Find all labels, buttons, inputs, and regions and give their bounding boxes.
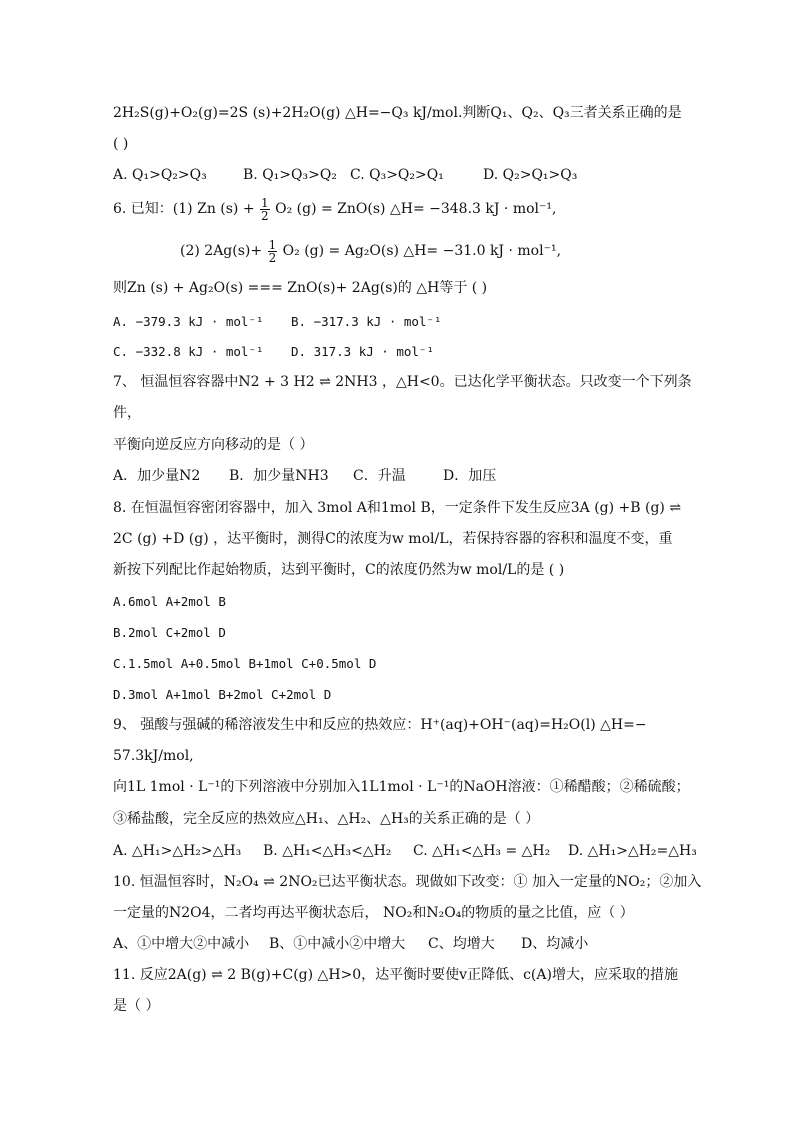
option-c[interactable]: C. −332.8 kJ · mol⁻¹ — [113, 344, 264, 359]
fraction-denominator: 2 — [261, 208, 269, 223]
fraction-half — [260, 197, 270, 222]
q10-line-1: 10. 恒温恒容时，N₂O₄ ⇌ 2NO₂已达平衡状态。现做如下改变：① 加入一定量的NO₂；②加入 — [113, 874, 702, 890]
q6-head: 6. 已知：(1) Zn (s) + — [113, 201, 255, 217]
option-d[interactable]: D. △H₁>△H₂=△H₃ — [568, 843, 697, 859]
fraction-numerator: 1 — [261, 195, 269, 210]
q6-reaction-2-head: (2) 2Ag(s)+ — [180, 243, 263, 259]
fraction-denominator: 2 — [268, 250, 277, 265]
q7-line-1: 7、 恒温恒容容器中N2 + 3 H2 ⇌ 2NH3 ，△H<0。已达化学平衡状态。只改变一个下列条 — [113, 374, 692, 390]
option-a[interactable]: A. −379.3 kJ · mol⁻¹ — [113, 314, 264, 329]
option-b[interactable]: B．加少量NH3 — [229, 468, 329, 484]
q5-answer-blank: ( ) — [113, 136, 129, 152]
option-d[interactable]: D.3mol A+1mol B+2mol C+2mol D — [113, 687, 332, 702]
q9-line-4: ③稀盐酸，完全反应的热效应△H₁、△H₂、△H₃的关系正确的是（ ） — [113, 811, 540, 827]
option-a[interactable]: A、①中增大②中减小 — [113, 936, 250, 952]
option-c[interactable]: C. Q₃>Q₂>Q₁ — [350, 167, 444, 183]
option-a[interactable]: A. Q₁>Q₂>Q₃ — [113, 167, 207, 183]
q6-reaction-2-tail: O₂ (g) = Ag₂O(s) △H= −31.0 kJ · mol⁻¹, — [282, 243, 562, 259]
option-b[interactable]: B. Q₁>Q₃>Q₂ — [243, 167, 337, 183]
fraction-half — [268, 239, 278, 264]
fraction-numerator: 1 — [268, 237, 277, 252]
option-b[interactable]: B.2mol C+2mol D — [113, 625, 226, 640]
option-a[interactable]: A．加少量N2 — [113, 468, 201, 484]
q9-line-2: 57.3kJ/mol, — [113, 748, 194, 764]
option-c[interactable]: C、均增大 — [428, 936, 495, 952]
q11-line-2: 是（ ） — [113, 998, 160, 1014]
q8-line-2: 2C (g) +D (g) ，达平衡时，测得C的浓度为w mol/L，若保持容器的容积和温度不变，重 — [113, 531, 673, 547]
q10-line-2: 一定量的N2O4，二者均再达平衡状态后， NO₂和N₂O₄的物质的量之比值，应（ ） — [113, 905, 634, 921]
option-c[interactable]: C．升温 — [353, 468, 406, 484]
q9-line-3: 向1L 1mol · L⁻¹的下列溶液中分别加入1L1mol · L⁻¹的NaOH溶液：①稀醋酸；②稀硫酸； — [113, 779, 690, 795]
q6-reaction-1-tail: O₂ (g) = ZnO(s) △H= −348.3 kJ · mol⁻¹, — [275, 201, 557, 217]
option-b[interactable]: B、①中减小②中增大 — [269, 936, 406, 952]
q7-line-2: 件， — [113, 405, 141, 421]
q6-question: 则Zn (s) + Ag₂O(s) === ZnO(s)+ 2Ag(s)的 △H等于 ( ) — [113, 280, 488, 296]
q7-line-3: 平衡向逆反应方向移动的是（ ） — [113, 437, 314, 453]
option-a[interactable]: A.6mol A+2mol B — [113, 594, 226, 609]
q6-reaction-1 — [113, 196, 693, 222]
q5-equation-line: 2H₂S(g)+O₂(g)=2S (s)+2H₂O(g) △H=−Q₃ kJ/mol.判断Q₁、Q₂、Q₃三者关系正确的是 — [113, 105, 682, 121]
option-d[interactable]: D．加压 — [443, 468, 497, 484]
option-a[interactable]: A. △H₁>△H₂>△H₃ — [113, 843, 242, 859]
option-d[interactable]: D、均减小 — [521, 936, 589, 952]
q6-reaction-2 — [180, 238, 760, 264]
q9-line-1: 9、 强酸与强碱的稀溶液发生中和反应的热效应：H⁺(aq)+OH⁻(aq)=H₂O(l) △H=− — [113, 717, 647, 733]
q8-line-3: 新按下列配比作起始物质，达到平衡时，C的浓度仍然为w mol/L的是 ( ) — [113, 562, 565, 578]
option-d[interactable]: D. 317.3 kJ · mol⁻¹ — [291, 344, 434, 359]
option-b[interactable]: B. △H₁<△H₃<△H₂ — [263, 843, 392, 859]
option-c[interactable]: C.1.5mol A+0.5mol B+1mol C+0.5mol D — [113, 656, 377, 671]
option-b[interactable]: B. −317.3 kJ · mol⁻¹ — [291, 314, 442, 329]
option-d[interactable]: D. Q₂>Q₁>Q₃ — [483, 167, 578, 183]
q8-line-1: 8. 在恒温恒容密闭容器中，加入 3mol A和1mol B，一定条件下发生反应3A (g) +B (g) ⇌ — [113, 500, 682, 516]
q11-line-1: 11. 反应2A(g) ⇌ 2 B(g)+C(g) △H>0，达平衡时要使v正降低、c(A)增大，应采取的措施 — [113, 967, 678, 983]
option-c[interactable]: C. △H₁<△H₃ = △H₂ — [413, 843, 551, 859]
